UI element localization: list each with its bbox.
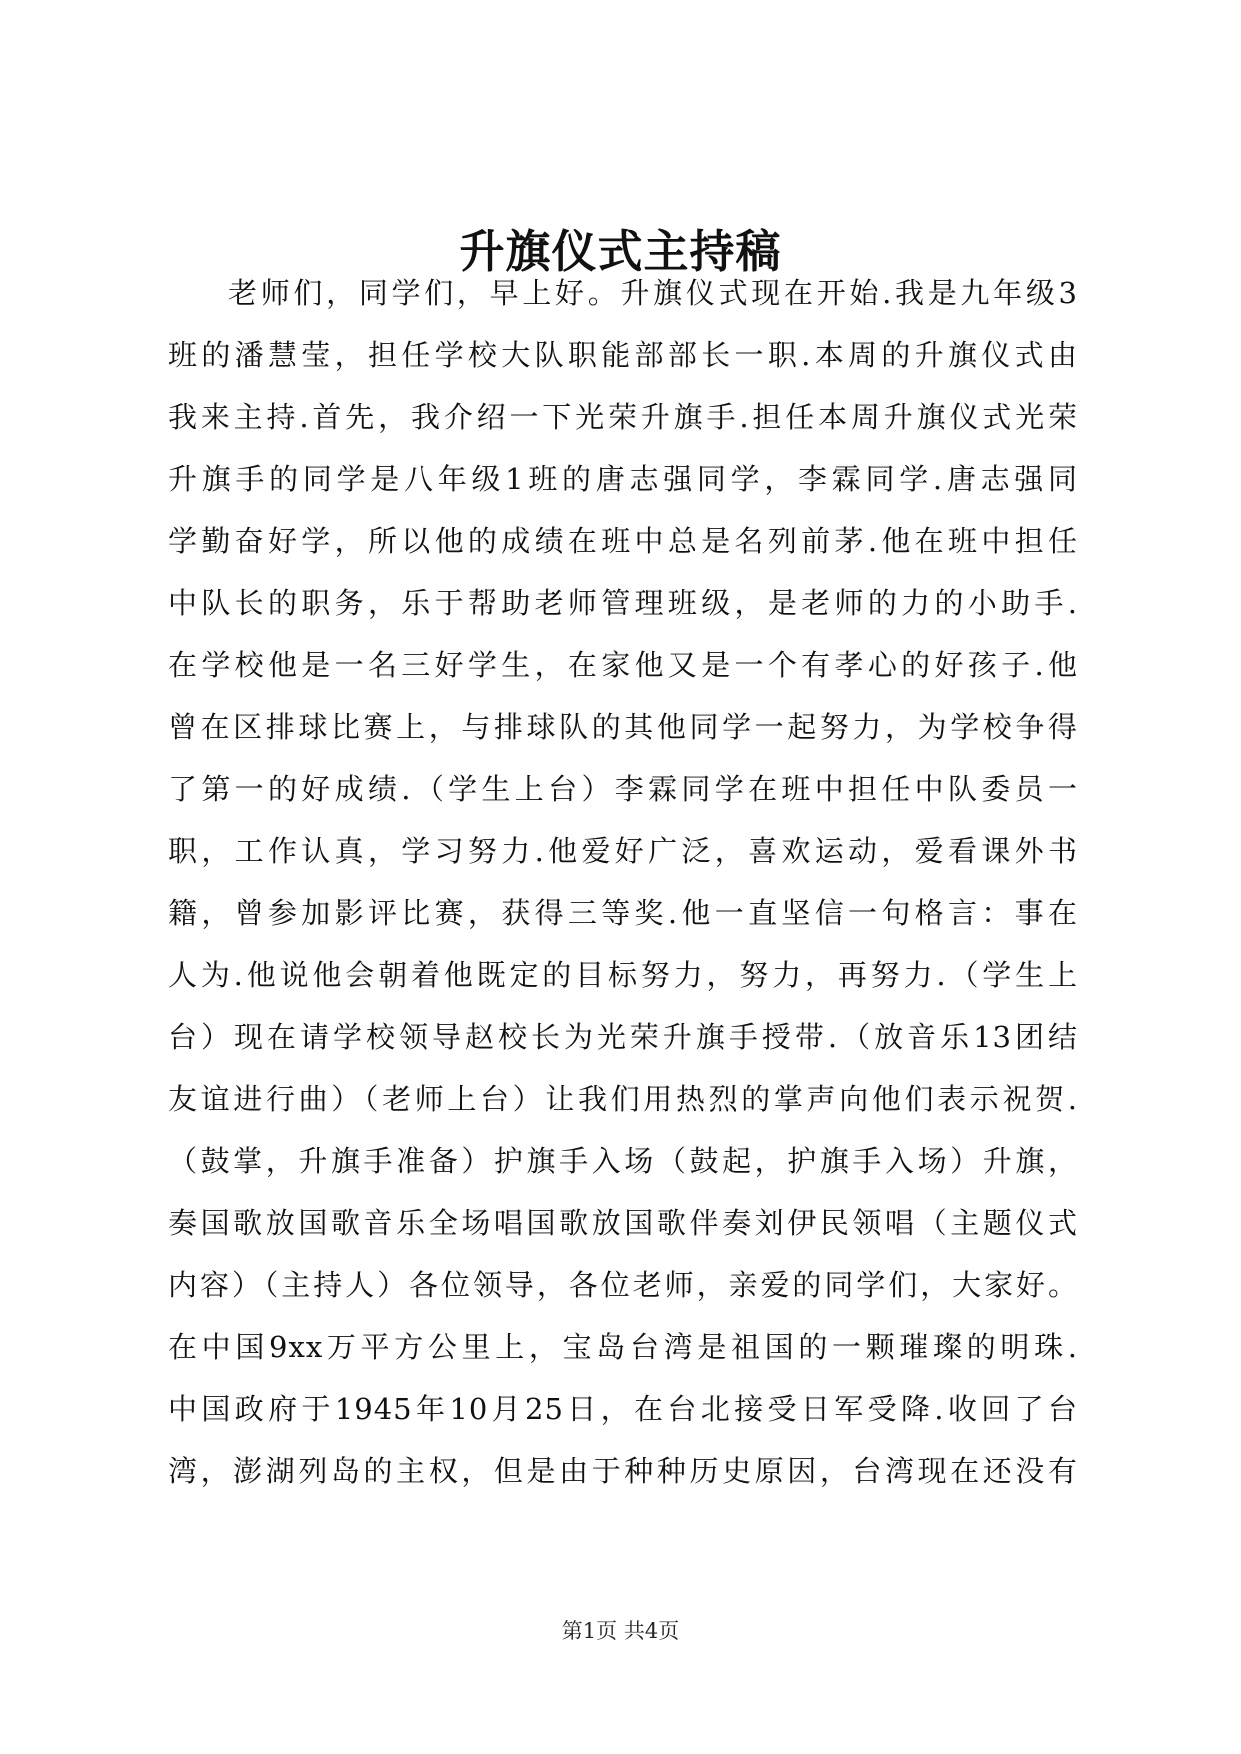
page-number-footer: 第1页 共4页: [561, 1619, 680, 1643]
body-line: 湾，澎湖列岛的主权，但是由于种种历史原因，台湾现在还没有: [168, 1454, 1078, 1488]
body-line: 学勤奋好学，所以他的成绩在班中总是名列前茅.他在班中担任: [168, 524, 1078, 558]
body-line: 职，工作认真，学习努力.他爱好广泛，喜欢运动，爱看课外书: [168, 834, 1078, 868]
body-line: 班的潘慧莹，担任学校大队职能部部长一职.本周的升旗仪式由: [168, 338, 1078, 372]
body-line: 内容）（主持人）各位领导，各位老师，亲爱的同学们，大家好。: [168, 1268, 1078, 1302]
body-line: 台）现在请学校领导赵校长为光荣升旗手授带.（放音乐13团结: [168, 1020, 1078, 1054]
body-line: 了第一的好成绩.（学生上台）李霖同学在班中担任中队委员一: [168, 772, 1078, 806]
body-line: 奏国歌放国歌音乐全场唱国歌放国歌伴奏刘伊民领唱（主题仪式: [168, 1206, 1078, 1240]
body-line: 中国政府于1945年10月25日，在台北接受日军受降.收回了台: [168, 1392, 1078, 1426]
body-line: 友谊进行曲）（老师上台）让我们用热烈的掌声向他们表示祝贺.: [168, 1082, 1078, 1116]
body-line: （鼓掌，升旗手准备）护旗手入场（鼓起，护旗手入场）升旗，: [168, 1144, 1078, 1178]
body-line: 籍，曾参加影评比赛，获得三等奖.他一直坚信一句格言：事在: [168, 896, 1078, 930]
body-line: 曾在区排球比赛上，与排球队的其他同学一起努力，为学校争得: [168, 710, 1078, 744]
body-line: 在中国9xx万平方公里上，宝岛台湾是祖国的一颗璀璨的明珠.: [168, 1330, 1078, 1364]
body-line: 人为.他说他会朝着他既定的目标努力，努力，再努力.（学生上: [168, 958, 1078, 992]
body-line: 在学校他是一名三好学生，在家他又是一个有孝心的好孩子.他: [168, 648, 1078, 682]
body-line: 老师们，同学们，早上好。升旗仪式现在开始.我是九年级3: [228, 276, 1078, 310]
body-line: 中队长的职务，乐于帮助老师管理班级，是老师的力的小助手.: [168, 586, 1078, 620]
document-title: 升旗仪式主持稿: [459, 225, 782, 278]
body-line: 升旗手的同学是八年级1班的唐志强同学，李霖同学.唐志强同: [168, 462, 1078, 496]
document-body: [168, 262, 1078, 1502]
body-line: 我来主持.首先，我介绍一下光荣升旗手.担任本周升旗仪式光荣: [168, 400, 1078, 434]
